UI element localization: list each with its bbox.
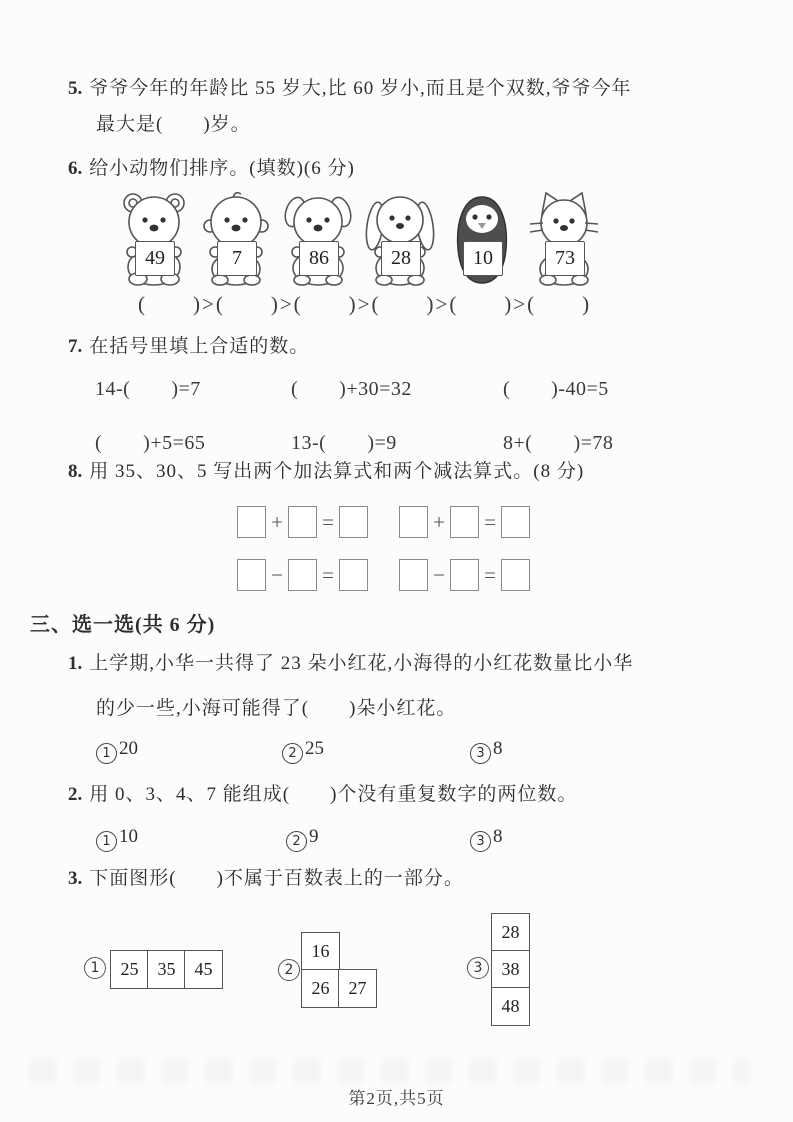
answer-box — [237, 559, 266, 591]
grid-cell: 45 — [184, 950, 223, 989]
s3-question-2-text: 用 0、3、4、7 能组成( )个没有重复数字的两位数。 — [89, 784, 578, 805]
plus-operator: + — [433, 509, 445, 534]
plus-operator: + — [271, 509, 283, 534]
equation: ( )-40=5 — [503, 378, 609, 400]
s3-question-3-number: 3. — [68, 868, 83, 889]
equation: 8+( )=78 — [503, 432, 614, 454]
animal-penguin — [446, 190, 519, 288]
s3-question-1-options — [0, 738, 793, 764]
answer-box — [339, 506, 368, 538]
grid-cell: 38 — [491, 950, 530, 989]
equation: 13-( )=9 — [291, 432, 397, 454]
option-value: 8 — [493, 738, 503, 759]
grid-cell: 48 — [491, 987, 530, 1026]
option-1 — [96, 826, 138, 852]
equals-operator: = — [484, 509, 496, 534]
grid-cell: 35 — [147, 950, 186, 989]
page-footer: 第2页,共5页 — [348, 1089, 445, 1108]
equals-operator: = — [322, 509, 334, 534]
grid-cell: 27 — [338, 969, 377, 1008]
answer-box — [237, 506, 266, 538]
comparison-blanks-line: ( )>( )>( )>( )>( )>( ) — [138, 292, 592, 316]
circled-digit-icon: 2 — [282, 743, 303, 764]
grid-cell: 26 — [301, 969, 340, 1008]
equals-operator: = — [322, 562, 334, 587]
question-7-line — [68, 336, 309, 359]
answer-box — [288, 559, 317, 591]
circled-digit-icon: 2 — [286, 831, 307, 852]
minus-operator: − — [433, 562, 445, 587]
circled-digit-icon: 3 — [470, 743, 491, 764]
equation: ( )+30=32 — [291, 378, 412, 400]
option-value: 10 — [119, 826, 138, 847]
animal-cat — [528, 190, 601, 288]
question-5-line2: 最大是( )岁。 — [96, 114, 251, 135]
option-3 — [470, 826, 503, 852]
question-8-text: 用 35、30、5 写出两个加法算式和两个减法算式。(8 分) — [89, 461, 585, 482]
answer-box — [399, 559, 428, 591]
rabbit-number-card: 28 — [381, 241, 421, 276]
s3-question-1-number: 1. — [68, 653, 83, 674]
equation: ( )+5=65 — [95, 432, 206, 454]
question-5-line1 — [68, 78, 632, 101]
question-7-number: 7. — [68, 336, 83, 357]
s3-question-2-line — [68, 784, 577, 807]
answer-box — [288, 506, 317, 538]
circled-digit-icon: 1 — [96, 743, 117, 764]
equation: 14-( )=7 — [95, 378, 201, 400]
s3-question-2-options — [0, 826, 793, 852]
circled-digit-icon: 3 — [470, 831, 491, 852]
s3-question-1-line1 — [68, 653, 633, 676]
s3-question-3-text: 下面图形( )不属于百数表上的一部分。 — [89, 868, 464, 889]
figure-options-row — [0, 905, 793, 1040]
answer-box — [399, 506, 428, 538]
option-1 — [96, 738, 138, 764]
animal-bear — [118, 190, 191, 288]
grid-cell: 28 — [491, 913, 530, 952]
s3-question-1-line2: 的少一些,小海可能得了( )朵小红花。 — [96, 698, 457, 719]
question-8-line — [68, 461, 584, 484]
grid-cell: 16 — [301, 932, 340, 971]
baby-number-card: 7 — [217, 241, 257, 276]
dog-number-card: 86 — [299, 241, 339, 276]
scan-bleed-artifact — [30, 1058, 750, 1084]
grid-cell: 25 — [110, 950, 149, 989]
option-value: 9 — [309, 826, 319, 847]
equals-operator: = — [484, 562, 496, 587]
option-value: 20 — [119, 738, 138, 759]
section-3-title: 三、选一选(共 6 分) — [30, 614, 216, 636]
bear-number-card: 49 — [135, 241, 175, 276]
question-6-number: 6. — [68, 158, 83, 179]
question-6-text: 给小动物们排序。(填数)(6 分) — [89, 158, 355, 179]
minus-operator: − — [271, 562, 283, 587]
penguin-number-card: 10 — [463, 241, 503, 276]
answer-box — [501, 559, 530, 591]
answer-box — [501, 506, 530, 538]
question-6-line — [68, 158, 355, 181]
animal-dog — [282, 190, 355, 288]
circled-digit-icon: 1 — [96, 831, 117, 852]
animal-row — [118, 190, 601, 288]
question-5-text: 爷爷今年的年龄比 55 岁大,比 60 岁小,而且是个双数,爷爷今年 — [89, 78, 632, 99]
answer-box — [339, 559, 368, 591]
question-7-text: 在括号里填上合适的数。 — [89, 336, 310, 357]
animal-baby — [200, 190, 273, 288]
option-3 — [470, 738, 503, 764]
option-value: 8 — [493, 826, 503, 847]
option-2 — [282, 738, 324, 764]
option-value: 25 — [305, 738, 324, 759]
cat-number-card: 73 — [545, 241, 585, 276]
answer-box — [450, 559, 479, 591]
s3-question-2-number: 2. — [68, 784, 83, 805]
s3-question-3-line — [68, 868, 464, 891]
figure-2-label: 2 — [278, 959, 300, 981]
figure-3-label: 3 — [467, 957, 489, 979]
addition-box-row — [234, 506, 533, 538]
animal-rabbit — [364, 190, 437, 288]
answer-box — [450, 506, 479, 538]
figure-1-label: 1 — [84, 957, 106, 979]
question-8-number: 8. — [68, 461, 83, 482]
question-5-number: 5. — [68, 78, 83, 99]
s3-question-1-text: 上学期,小华一共得了 23 朵小红花,小海得的小红花数量比小华 — [89, 653, 634, 674]
subtraction-box-row — [234, 559, 533, 591]
option-2 — [286, 826, 319, 852]
question-7-equations — [95, 372, 613, 455]
